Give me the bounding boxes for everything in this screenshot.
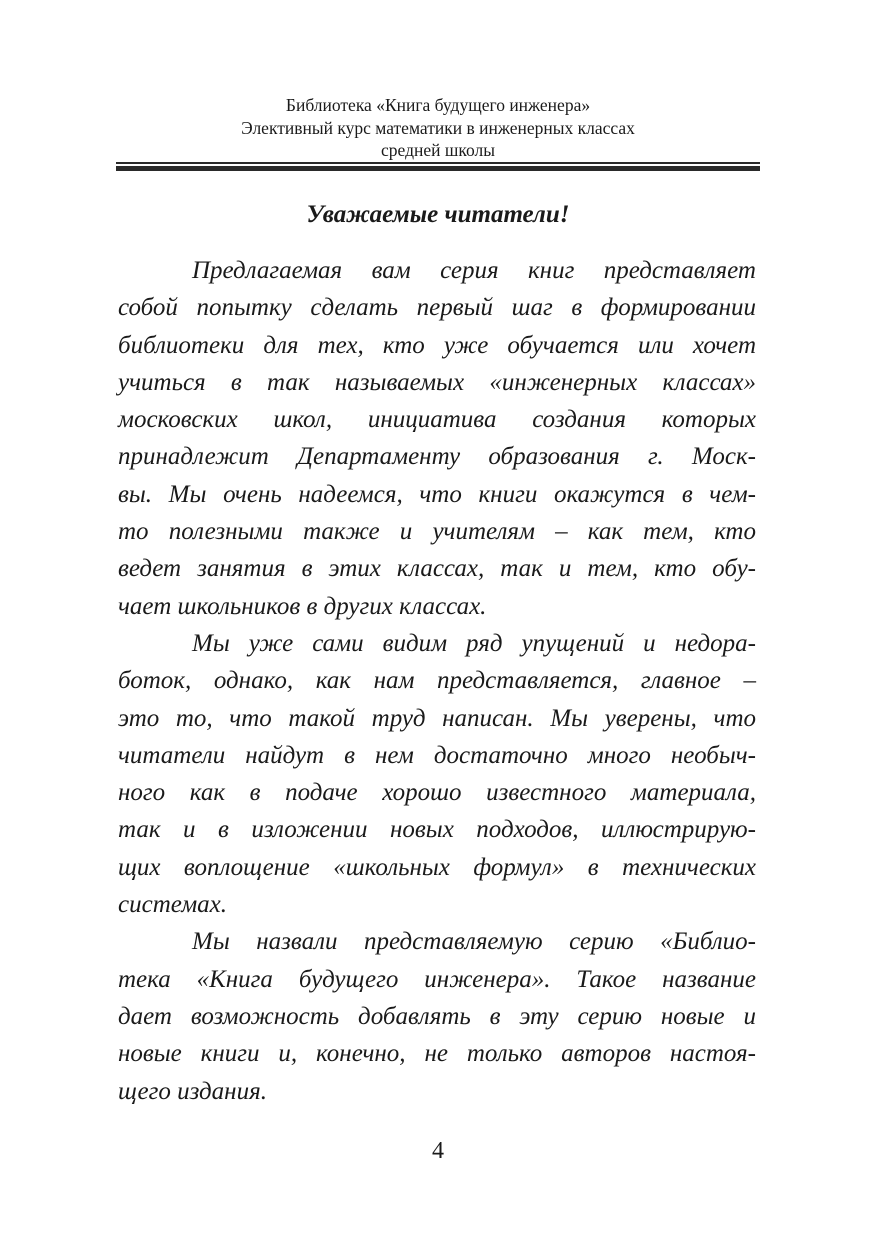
paragraph-line: ведет занятия в этих классах, так и тем, кто обу- <box>118 555 756 583</box>
paragraph-line: щих воплощение «школьных формул» в технических <box>118 853 756 881</box>
paragraph-line: учиться в так называемых «инженерных классах» <box>118 368 756 396</box>
paragraph-line: библиотеки для тех, кто уже обучается или хочет <box>118 331 756 359</box>
paragraph-line: принадлежит Департаменту образования г. Моск- <box>118 443 756 471</box>
paragraph-line: то полезными также и учителям – как тем, кто <box>118 518 756 546</box>
paragraph-line: Мы уже сами видим ряд упущений и недора- <box>192 629 756 657</box>
page-number: 4 <box>432 1138 444 1164</box>
paragraph-line: ного как в подаче хорошо известного материала, <box>118 779 756 807</box>
paragraph-line: вы. Мы очень надеемся, что книги окажутся в чем- <box>118 480 756 508</box>
paragraph-line: это то, что такой труд написан. Мы уверены, что <box>118 704 756 732</box>
header-rule-thick <box>116 166 760 171</box>
header-school-level: средней школы <box>381 140 495 160</box>
paragraph-line: дает возможность добавлять в эту серию новые и <box>118 1002 756 1030</box>
paragraph-line: новые книги и, конечно, не только авторов настоя- <box>118 1040 756 1068</box>
paragraph-line: чает школьников в других классах. <box>118 592 487 620</box>
paragraph-line: щего издания. <box>118 1077 267 1105</box>
paragraph-line: тека «Книга будущего инженера». Такое название <box>118 965 756 993</box>
paragraph-line: системах. <box>118 891 228 919</box>
paragraph-line: читатели найдут в нем достаточно много необыч- <box>118 741 756 769</box>
header-rule-thin <box>116 162 760 164</box>
paragraph-line: боток, однако, как нам представляется, главное – <box>118 667 756 695</box>
paragraph-line: Предлагаемая вам серия книг представляет <box>192 257 756 284</box>
header-series-title: Библиотека «Книга будущего инженера» <box>285 95 591 115</box>
running-header <box>116 94 760 162</box>
body-text <box>118 252 756 1110</box>
paragraph-line: собой попытку сделать первый шаг в формировании <box>118 294 756 322</box>
greeting-heading: Уважаемые читатели! <box>306 201 570 228</box>
paragraph-line: московских школ, инициатива создания которых <box>118 406 756 434</box>
paragraph-line: так и в изложении новых подходов, иллюстрирую- <box>118 816 756 844</box>
header-course-title: Элективный курс математики в инженерных классах <box>241 117 635 138</box>
paragraph-line: Мы назвали представляемую серию «Библио- <box>192 928 756 956</box>
